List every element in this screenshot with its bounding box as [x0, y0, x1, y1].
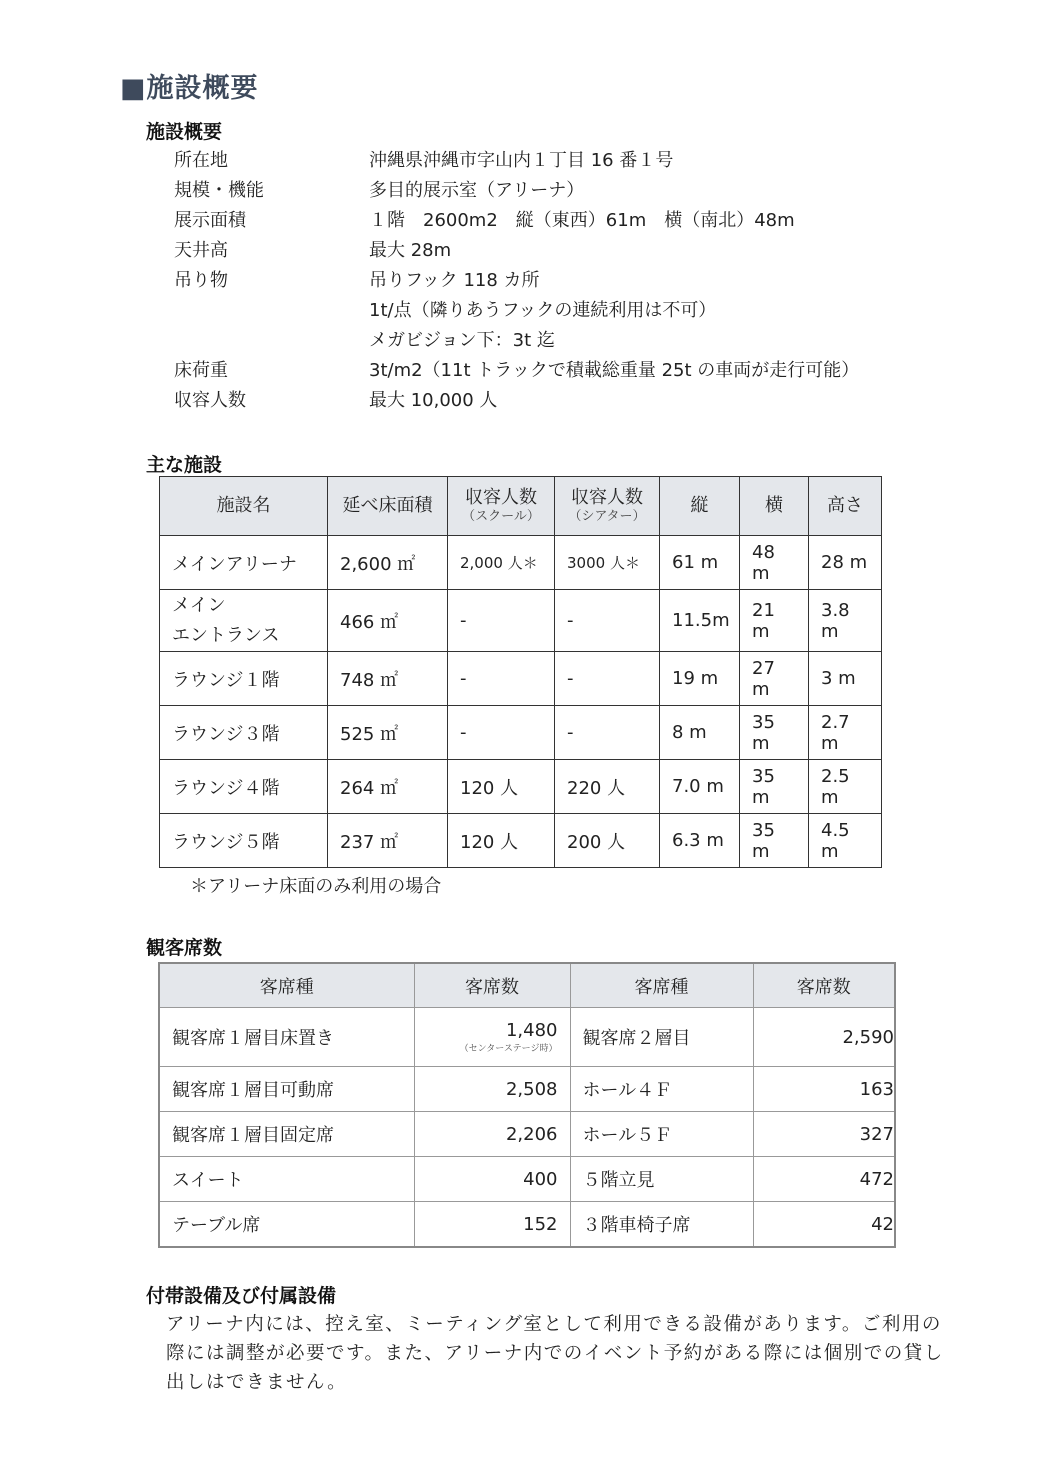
- table-cell: ラウンジ３階: [160, 706, 328, 760]
- table-cell: 120 人: [448, 814, 555, 868]
- table-cell: 220 人: [555, 760, 660, 814]
- table-cell: 8 m: [660, 706, 740, 760]
- overview-list: [174, 146, 859, 416]
- overview-label: 天井高: [174, 240, 228, 261]
- table-cell: ホール４Ｆ: [570, 1067, 753, 1112]
- table-cell: 28 m: [809, 536, 882, 590]
- table-cell: 2.5 m: [809, 760, 882, 814]
- overview-value: 1t/点（隣りあうフックの連続利用は不可）: [369, 300, 717, 321]
- table-cell: 400: [414, 1157, 570, 1202]
- table-cell: 61 m: [660, 536, 740, 590]
- table-row: [159, 1157, 895, 1202]
- overview-row: [174, 386, 859, 416]
- overview-value: 多目的展示室（アリーナ）: [369, 180, 585, 201]
- table-cell: 748 ㎡: [328, 652, 448, 706]
- table-row: [160, 652, 882, 706]
- overview-label: 展示面積: [174, 210, 246, 231]
- table-cell: 11.5m: [660, 590, 740, 652]
- table-cell: -: [448, 590, 555, 652]
- column-header: 縦: [660, 477, 740, 536]
- table-row: [159, 1202, 895, 1248]
- table-cell: 152: [414, 1202, 570, 1248]
- table-cell: ３階車椅子席: [570, 1202, 753, 1248]
- table-cell: 42: [753, 1202, 895, 1248]
- overview-label: 吊り物: [174, 270, 228, 291]
- overview-value: 3t/m2（11t トラックで積載総重量 25t の車両が走行可能）: [369, 360, 860, 381]
- column-header: 収容人数 （シアター）: [555, 477, 660, 536]
- table-row: [159, 1067, 895, 1112]
- overview-value: 沖縄県沖縄市字山内１丁目 16 番１号: [369, 150, 674, 171]
- table-cell: 2,000 人＊: [448, 536, 555, 590]
- equipment-description: アリーナ内には、控え室、ミーティング室として利用できる設備があります。ご利用の際には調整が必要です。また、アリーナ内でのイベント予約がある際には個別での貸し出しはできません。: [166, 1314, 944, 1393]
- table-row: [160, 536, 882, 590]
- table-cell: 264 ㎡: [328, 760, 448, 814]
- table-row: [160, 706, 882, 760]
- table-header-row: [160, 477, 882, 536]
- table-cell: 7.0 m: [660, 760, 740, 814]
- overview-label: 規模・機能: [174, 180, 264, 201]
- table-cell: 35 m: [740, 706, 809, 760]
- table-header-row: [159, 963, 895, 1008]
- overview-row: [174, 206, 859, 236]
- table-cell: 19 m: [660, 652, 740, 706]
- page-title: ■施設概要: [120, 73, 259, 104]
- table-cell: 3.8 m: [809, 590, 882, 652]
- table-cell: -: [555, 652, 660, 706]
- table-cell: 4.5 m: [809, 814, 882, 868]
- table-cell: 3 m: [809, 652, 882, 706]
- facilities-heading: 主な施設: [146, 454, 223, 476]
- overview-value: メガビジョン下：3t 迄: [369, 330, 555, 351]
- seats-heading: 観客席数: [146, 937, 223, 959]
- table-cell: 2.7 m: [809, 706, 882, 760]
- column-header: 施設名: [160, 477, 328, 536]
- table-cell: -: [555, 590, 660, 652]
- facilities-note: ＊アリーナ床面のみ利用の場合: [190, 876, 442, 897]
- table-cell: ラウンジ１階: [160, 652, 328, 706]
- table-row: [160, 760, 882, 814]
- table-cell: ラウンジ４階: [160, 760, 328, 814]
- table-cell: 観客席１層目床置き: [159, 1008, 414, 1067]
- table-cell: 3000 人＊: [555, 536, 660, 590]
- table-cell: 2,206: [414, 1112, 570, 1157]
- column-header: 客席種: [159, 963, 414, 1008]
- table-cell: 2,508: [414, 1067, 570, 1112]
- overview-heading: 施設概要: [146, 121, 223, 143]
- table-cell: 472: [753, 1157, 895, 1202]
- table-cell: 2,590: [753, 1008, 895, 1067]
- column-header: 客席数: [753, 963, 895, 1008]
- table-cell: 6.3 m: [660, 814, 740, 868]
- table-cell: 327: [753, 1112, 895, 1157]
- table-cell: メインアリーナ: [160, 536, 328, 590]
- table-cell: ホール５Ｆ: [570, 1112, 753, 1157]
- table-cell: 観客席１層目固定席: [159, 1112, 414, 1157]
- overview-value: 最大 10,000 人: [369, 390, 498, 411]
- column-header: 客席種: [570, 963, 753, 1008]
- table-row: [160, 590, 882, 652]
- table-cell: 48 m: [740, 536, 809, 590]
- table-cell: 観客席２層目: [570, 1008, 753, 1067]
- overview-row: [174, 176, 859, 206]
- table-cell: ５階立見: [570, 1157, 753, 1202]
- table-cell: -: [448, 652, 555, 706]
- table-cell: 525 ㎡: [328, 706, 448, 760]
- table-row: [159, 1008, 895, 1067]
- overview-row: [174, 236, 859, 266]
- table-row: [160, 814, 882, 868]
- table-cell: 237 ㎡: [328, 814, 448, 868]
- column-header: 収容人数 （スクール）: [448, 477, 555, 536]
- table-cell: 200 人: [555, 814, 660, 868]
- overview-value: １階 2600m2 縦（東西）61m 横（南北）48m: [369, 210, 795, 231]
- table-cell: 120 人: [448, 760, 555, 814]
- table-cell: ラウンジ５階: [160, 814, 328, 868]
- overview-row: [174, 146, 859, 176]
- table-cell: 27 m: [740, 652, 809, 706]
- table-cell: 163: [753, 1067, 895, 1112]
- column-header: 高さ: [809, 477, 882, 536]
- table-cell: スイート: [159, 1157, 414, 1202]
- overview-label: 床荷重: [174, 360, 228, 381]
- table-cell: 35 m: [740, 760, 809, 814]
- table-cell: 35 m: [740, 814, 809, 868]
- overview-row: [174, 356, 859, 386]
- table-cell: -: [555, 706, 660, 760]
- table-cell: 466 ㎡: [328, 590, 448, 652]
- facilities-table: [159, 476, 882, 868]
- overview-label: 所在地: [174, 150, 228, 171]
- equipment-heading: 付帯設備及び付属設備: [146, 1285, 337, 1307]
- column-header: 横: [740, 477, 809, 536]
- table-cell: 1,480 （センターステージ時）: [414, 1008, 570, 1067]
- table-cell: -: [448, 706, 555, 760]
- table-row: [159, 1112, 895, 1157]
- overview-value: 吊りフック 118 カ所: [369, 270, 540, 291]
- column-header: 延べ床面積: [328, 477, 448, 536]
- overview-value: 最大 28m: [369, 240, 452, 261]
- table-cell: 21 m: [740, 590, 809, 652]
- table-cell: 観客席１層目可動席: [159, 1067, 414, 1112]
- column-header: 客席数: [414, 963, 570, 1008]
- table-cell: メイン エントランス: [160, 590, 328, 652]
- table-cell: テーブル席: [159, 1202, 414, 1248]
- overview-row: [174, 266, 859, 356]
- table-cell: 2,600 ㎡: [328, 536, 448, 590]
- overview-label: 収容人数: [174, 390, 246, 411]
- seats-table: [158, 962, 896, 1248]
